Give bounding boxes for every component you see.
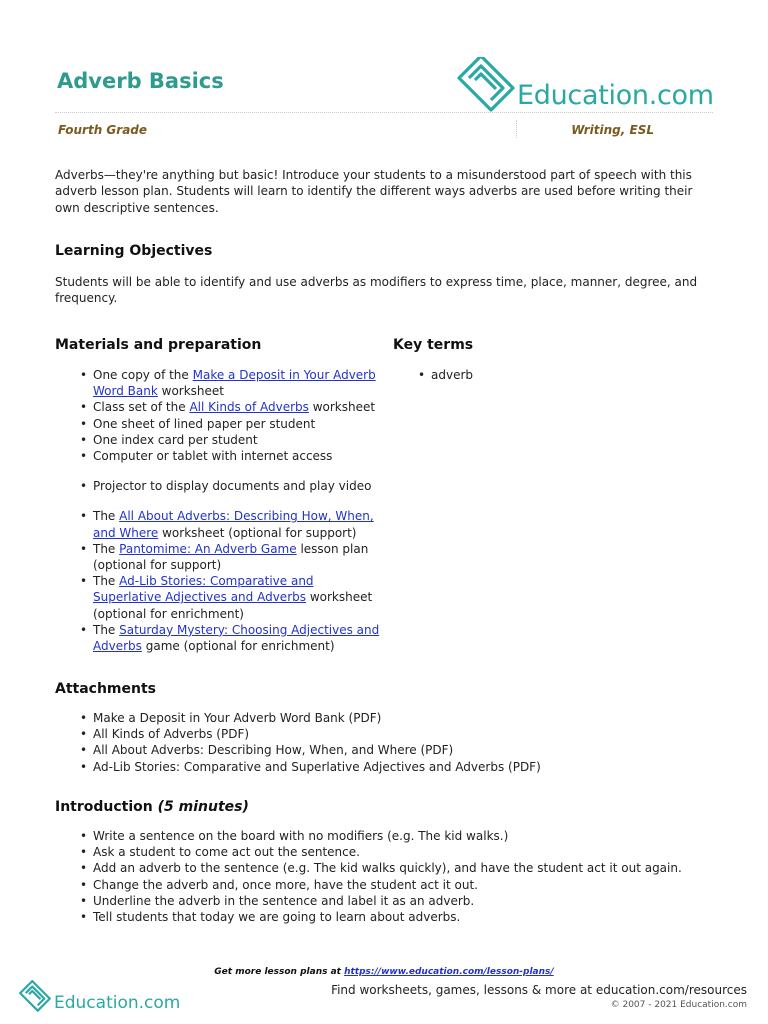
materials-item bbox=[55, 541, 385, 573]
introduction-step: • Underline the adverb in the sentence and label it as an adverb. bbox=[55, 893, 735, 909]
materials-item-suffix: lesson plan (optional for support) bbox=[93, 541, 369, 573]
materials-item bbox=[55, 448, 385, 464]
materials-item bbox=[55, 367, 385, 399]
introduction-step: • Write a sentence on the board with no modifiers (e.g. The kid walks.) bbox=[55, 828, 735, 844]
materials-item-text: The bbox=[93, 509, 120, 524]
materials-item-link[interactable]: Ad-Lib Stories: Comparative and Superlative Adjectives and Adverbs bbox=[93, 574, 314, 605]
materials-item-text: Projector to display documents and play video bbox=[93, 479, 372, 494]
materials-item-suffix: worksheet bbox=[308, 400, 376, 415]
materials-item-text: One index card per student bbox=[93, 432, 258, 447]
introduction-steps bbox=[55, 828, 735, 925]
materials-item bbox=[55, 416, 385, 432]
materials-item-suffix: game (optional for enrichment) bbox=[141, 639, 335, 654]
header-divider bbox=[55, 112, 713, 113]
materials-item-link[interactable]: All About Adverbs: Describing How, When, and Where bbox=[93, 509, 374, 540]
key-terms-heading: Key terms bbox=[393, 337, 474, 353]
materials-item-link[interactable]: Pantomime: An Adverb Game bbox=[119, 541, 297, 556]
objectives-heading: Learning Objectives bbox=[55, 243, 213, 259]
materials-item bbox=[55, 573, 385, 622]
materials-list bbox=[55, 367, 385, 654]
attachments-list bbox=[55, 710, 715, 775]
materials-item bbox=[55, 508, 385, 540]
key-term-item: • adverb bbox=[393, 367, 593, 383]
materials-item-text: The bbox=[93, 541, 120, 556]
materials-item bbox=[55, 432, 385, 448]
introduction-duration: (5 minutes) bbox=[157, 799, 249, 815]
lesson-description: Adverbs—they're anything but basic! Introduce your students to a misunderstood part of speech with this adverb lesson plan. Students will learn to identify the different ways adverbs are used before writing their own descriptive sentences. bbox=[55, 168, 693, 215]
materials-item-link[interactable]: All Kinds of Adverbs bbox=[189, 400, 309, 415]
materials-heading: Materials and preparation bbox=[55, 337, 262, 353]
materials-item-text: One copy of the bbox=[93, 368, 193, 382]
footer-education-logo[interactable] bbox=[18, 980, 188, 1014]
materials-item-suffix: worksheet bbox=[157, 384, 224, 399]
key-terms-list bbox=[393, 367, 593, 383]
page-title: Adverb Basics bbox=[57, 69, 224, 93]
attachment-item: • All Kinds of Adverbs (PDF) bbox=[55, 726, 715, 742]
introduction-heading bbox=[55, 798, 249, 816]
introduction-step: • Tell students that today we are going to learn about adverbs. bbox=[55, 909, 735, 925]
subject-label: Writing, ESL bbox=[571, 123, 654, 137]
materials-item-link[interactable]: Saturday Mystery: Choosing Adjectives and Adverbs bbox=[93, 622, 380, 654]
materials-item bbox=[55, 478, 385, 494]
attachment-item: • Ad-Lib Stories: Comparative and Superlative Adjectives and Adverbs (PDF) bbox=[55, 759, 715, 775]
introduction-step: • Ask a student to come act out the sentence. bbox=[55, 844, 735, 860]
footer-logo-wordmark: Education.com bbox=[54, 993, 181, 1013]
grade-label: Fourth Grade bbox=[58, 123, 148, 137]
materials-item-text: The bbox=[93, 622, 120, 637]
introduction-step: • Add an adverb to the sentence (e.g. The kid walks quickly), and have the student act it out again. bbox=[55, 860, 735, 876]
materials-item-text: The bbox=[93, 574, 120, 589]
footer-copyright: © 2007 - 2021 Education.com bbox=[610, 1000, 747, 1010]
footer-lessons-prefix: Get more lesson plans at bbox=[214, 967, 345, 977]
materials-item-suffix: worksheet (optional for support) bbox=[158, 525, 357, 540]
lesson-plans-link[interactable]: https://www.education.com/lesson-plans/ bbox=[344, 967, 554, 977]
introduction-step: • Change the adverb and, once more, have the student act it out. bbox=[55, 877, 735, 893]
education-logo[interactable] bbox=[455, 57, 715, 113]
footer-logo-icon bbox=[18, 980, 52, 1014]
attachments-heading: Attachments bbox=[55, 681, 157, 697]
attachment-item: • Make a Deposit in Your Adverb Word Bank (PDF) bbox=[55, 710, 715, 726]
header-separator bbox=[516, 120, 517, 138]
materials-item-text: Class set of the bbox=[93, 400, 190, 415]
footer-lesson-plans bbox=[0, 966, 768, 979]
footer-resources-text: Find worksheets, games, lessons & more at education.com/resources bbox=[331, 983, 747, 997]
materials-item-link[interactable]: Make a Deposit in Your Adverb Word Bank bbox=[93, 368, 376, 399]
introduction-title: Introduction bbox=[55, 799, 153, 815]
education-logo-icon bbox=[455, 57, 517, 113]
materials-item bbox=[55, 399, 385, 415]
objectives-text: Students will be able to identify and use adverbs as modifiers to express time, place, manner, degree, and frequency. bbox=[55, 275, 698, 306]
attachment-item: • All About Adverbs: Describing How, When, and Where (PDF) bbox=[55, 742, 715, 758]
materials-item-suffix: worksheet (optional for enrichment) bbox=[93, 590, 373, 621]
materials-item-text: One sheet of lined paper per student bbox=[93, 416, 316, 431]
materials-item-text: Computer or tablet with internet access bbox=[93, 449, 333, 464]
materials-item bbox=[55, 622, 385, 654]
logo-wordmark: Education.com bbox=[517, 80, 714, 111]
